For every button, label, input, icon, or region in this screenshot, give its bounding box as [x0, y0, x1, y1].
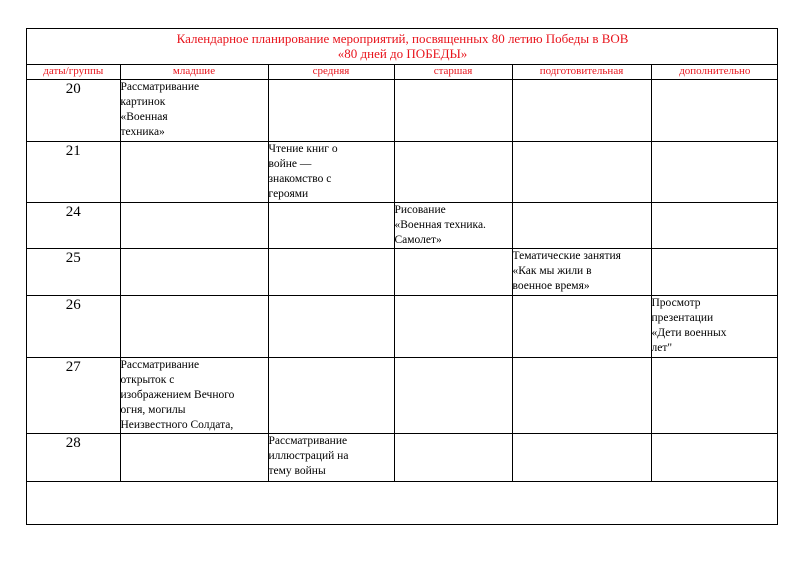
- activity-cell: [651, 296, 778, 358]
- activity-cell: [651, 203, 778, 249]
- activity-text-line: Самолет»: [394, 234, 442, 246]
- activity-cell: [120, 80, 268, 142]
- table-row: [27, 434, 778, 482]
- activity-cell: [120, 434, 268, 482]
- document-title: [27, 29, 778, 65]
- activity-cell: [512, 203, 651, 249]
- activity-cell: [512, 142, 651, 203]
- activity-cell: [394, 296, 512, 358]
- activity-cell: [394, 142, 512, 203]
- activity-text-line: героями: [268, 188, 309, 200]
- activity-text-line: Неизвестного Солдата,: [120, 419, 234, 431]
- header-junior: младшие: [120, 65, 268, 80]
- activity-cell: [268, 80, 394, 142]
- header-row: [27, 65, 778, 80]
- activity-text-line: лет": [651, 342, 673, 354]
- activity-text-line: иллюстраций на: [268, 450, 349, 462]
- activity-text-line: Рассматривание: [120, 359, 200, 371]
- date-cell: 28: [27, 434, 120, 482]
- activity-text-line: «Как мы жили в: [512, 265, 592, 277]
- activity-cell: [512, 80, 651, 142]
- activity-text-line: войне —: [268, 158, 312, 170]
- activity-text-line: «Дети военных: [651, 327, 727, 339]
- title-line-2: «80 дней до ПОБЕДЫ»: [337, 46, 468, 61]
- table-row: [27, 142, 778, 203]
- activity-cell: [394, 80, 512, 142]
- title-line-1: Календарное планирование мероприятий, посвященных 80 летию Победы в ВОВ: [176, 31, 629, 46]
- activity-cell: [651, 434, 778, 482]
- table-row: [27, 358, 778, 434]
- activity-cell: [268, 434, 394, 482]
- planning-document: [26, 28, 778, 525]
- activity-cell: [394, 358, 512, 434]
- table-row: [27, 249, 778, 296]
- activity-cell: [394, 249, 512, 296]
- activity-text-line: тему войны: [268, 465, 326, 477]
- activity-cell: [651, 142, 778, 203]
- date-cell: 27: [27, 358, 120, 434]
- activity-text-line: открыток с: [120, 374, 175, 386]
- header-senior: старшая: [394, 65, 512, 80]
- date-cell: 24: [27, 203, 120, 249]
- activity-text-line: Просмотр: [651, 297, 701, 309]
- activity-text-line: огня, могилы: [120, 404, 186, 416]
- activity-cell: [512, 434, 651, 482]
- activity-text-line: «Военная техника.: [394, 219, 486, 231]
- empty-footer-row: [27, 482, 778, 525]
- empty-footer-cell: [27, 482, 778, 525]
- header-preparatory: подготовительная: [512, 65, 651, 80]
- activity-cell: [268, 358, 394, 434]
- header-dates-groups: даты/группы: [27, 65, 120, 80]
- activity-cell: [120, 203, 268, 249]
- table-row: [27, 296, 778, 358]
- activity-cell: [512, 249, 651, 296]
- activity-text-line: изображением Вечного: [120, 389, 235, 401]
- activity-text-line: Рисование: [394, 204, 446, 216]
- activity-text-line: картинок: [120, 96, 166, 108]
- activity-cell: [651, 249, 778, 296]
- activity-cell: [512, 358, 651, 434]
- header-additional: дополнительно: [651, 65, 778, 80]
- activity-cell: [120, 296, 268, 358]
- activity-cell: [394, 434, 512, 482]
- date-cell: 26: [27, 296, 120, 358]
- activity-cell: [120, 142, 268, 203]
- activity-cell: [394, 203, 512, 249]
- date-cell: 20: [27, 80, 120, 142]
- activity-text-line: презентации: [651, 312, 714, 324]
- activity-text-line: Тематические занятия: [512, 250, 621, 262]
- activity-cell: [268, 249, 394, 296]
- activity-cell: [268, 203, 394, 249]
- activity-cell: [512, 296, 651, 358]
- header-middle: средняя: [268, 65, 394, 80]
- date-cell: 25: [27, 249, 120, 296]
- table-row: [27, 80, 778, 142]
- activity-text-line: знакомство с: [268, 173, 332, 185]
- activity-cell: [120, 358, 268, 434]
- activity-cell: [268, 142, 394, 203]
- planning-table: [27, 29, 778, 524]
- activity-cell: [120, 249, 268, 296]
- date-cell: 21: [27, 142, 120, 203]
- activity-text-line: Рассматривание: [120, 81, 200, 93]
- activity-text-line: военное время»: [512, 280, 590, 292]
- activity-text-line: «Военная: [120, 111, 168, 123]
- activity-cell: [651, 358, 778, 434]
- activity-text-line: Рассматривание: [268, 435, 348, 447]
- activity-text-line: техника»: [120, 126, 165, 138]
- activity-cell: [268, 296, 394, 358]
- activity-cell: [651, 80, 778, 142]
- activity-text-line: Чтение книг о: [268, 143, 338, 155]
- table-row: [27, 203, 778, 249]
